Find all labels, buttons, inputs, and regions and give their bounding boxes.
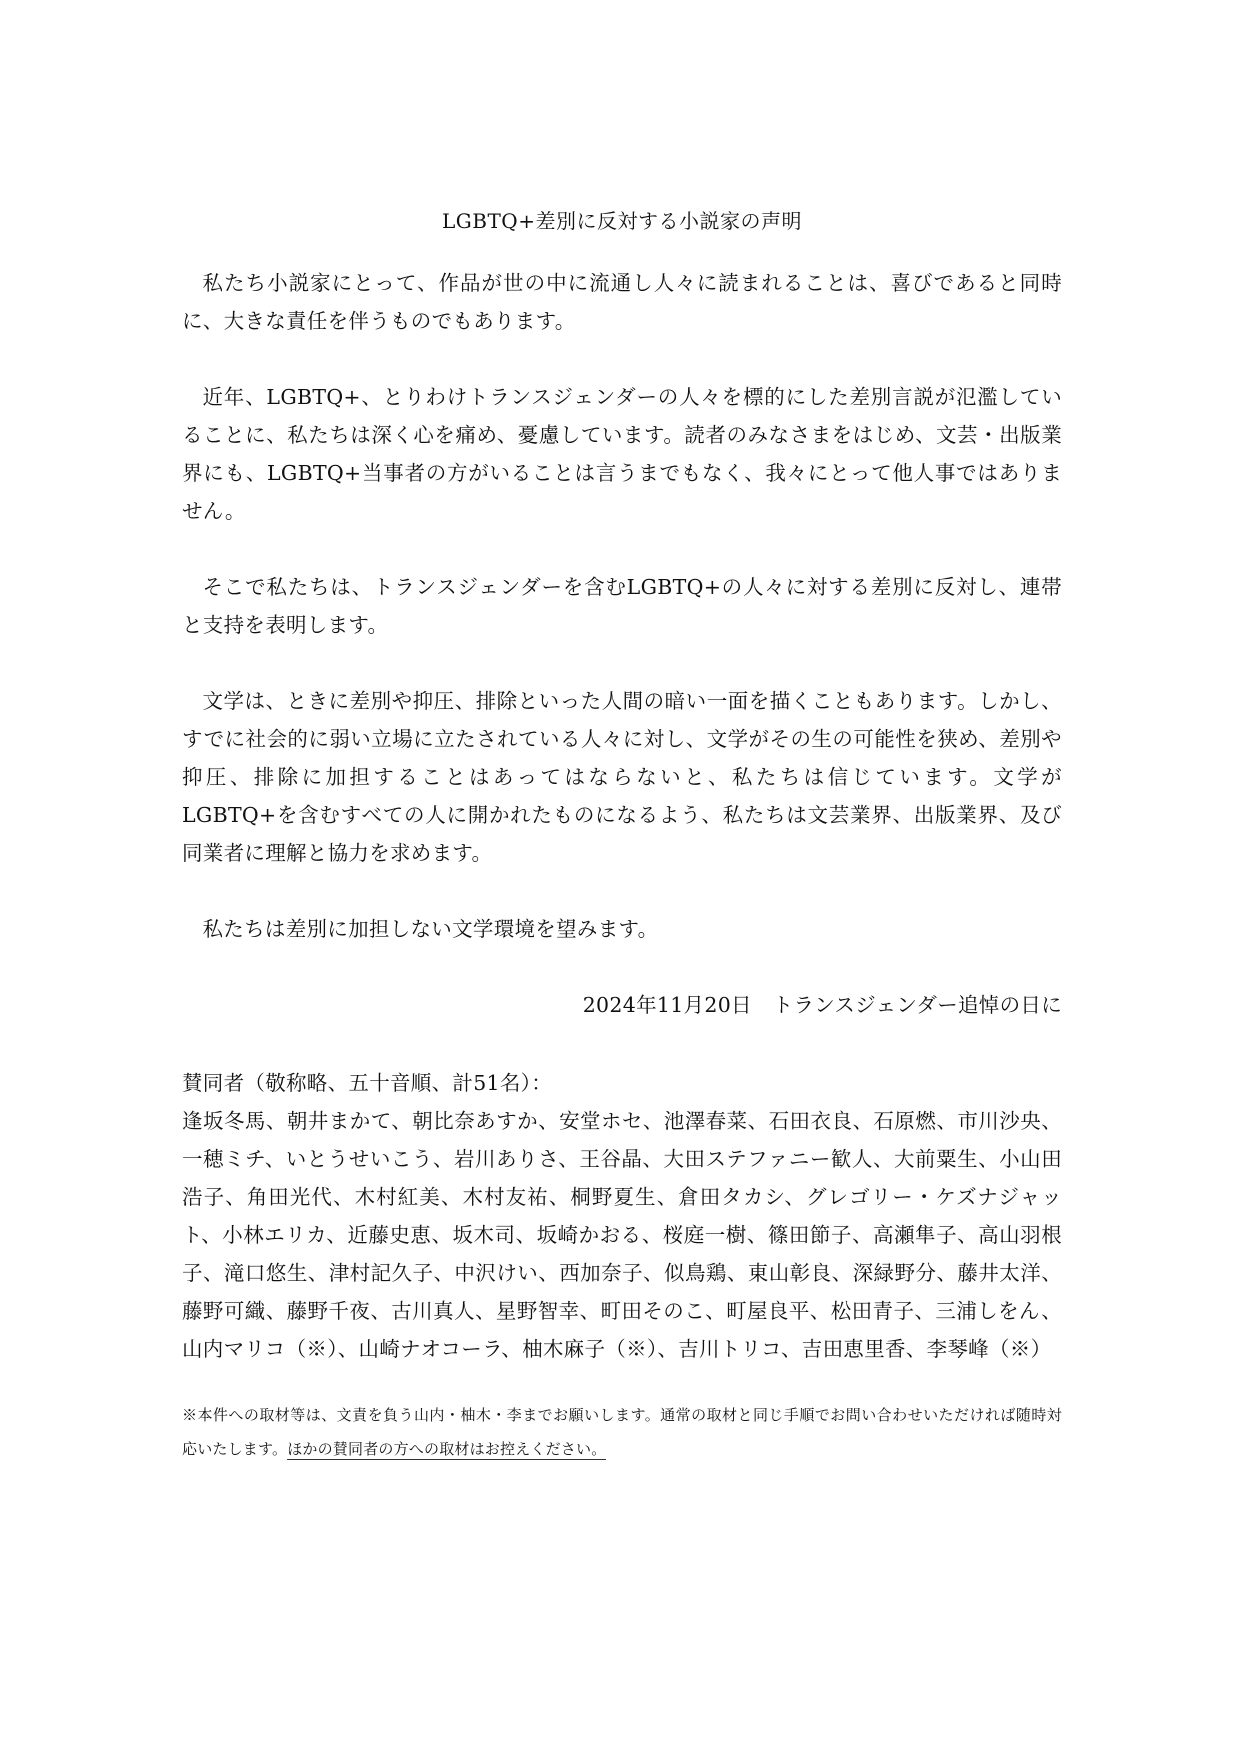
date-line: 2024年11月20日 トランスジェンダー追悼の日に — [582, 993, 1062, 1017]
press-note-text: ※本件への取材等は、文責を負う山内・柚木・李までお願いします。通常の取材と同じ手順でお問い合わせいただければ随時対応いたします。 — [182, 1406, 1062, 1458]
paragraph-solidarity: そこで私たちは、トランスジェンダーを含むLGBTQ+の人々に対する差別に反対し、連帯と支持を表明します。 — [182, 575, 1062, 637]
document-body — [182, 206, 1062, 1466]
paragraph-closing: 私たちは差別に加担しない文学環境を望みます。 — [202, 917, 659, 941]
paragraph-concern: 近年、LGBTQ+、とりわけトランスジェンダーの人々を標的にした差別言説が氾濫していることに、私たちは深く心を痛め、憂慮しています。読者のみなさまをはじめ、文芸・出版業界にも、LGBTQ+当事者の方がいることは言うまでもなく、我々にとって他人事ではありません。 — [182, 385, 1062, 523]
document-title: LGBTQ+差別に反対する小説家の声明 — [442, 209, 802, 233]
supporters-list: 逢坂冬馬、朝井まかて、朝比奈あすか、安堂ホセ、池澤春菜、石田衣良、石原燃、市川沙央、一穂ミチ、いとうせいこう、岩川ありさ、王谷晶、大田ステファニー歓人、大前粟生、小山田浩子、角田光代、木村紅美、木村友祐、桐野夏生、倉田タカシ、グレゴリー・ケズナジャット、小林エリカ、近藤史恵、坂木司、坂崎かおる、桜庭一樹、篠田節子、高瀬隼子、高山羽根子、滝口悠生、津村記久子、中沢けい、西加奈子、似鳥鶏、東山彰良、深緑野分、藤井太洋、藤野可織、藤野千夜、古川真人、星野智幸、町田そのこ、町屋良平、松田青子、三浦しをん、山内マリコ（※）、山崎ナオコーラ、柚木麻子（※）、吉川トリコ、吉田恵里香、李琴峰（※） — [182, 1109, 1062, 1361]
press-note-underlined: ほかの賛同者の方への取材はお控えください。 — [287, 1440, 607, 1458]
paragraph-intro: 私たち小説家にとって、作品が世の中に流通し人々に読まれることは、喜びであると同時に、大きな責任を伴うものでもあります。 — [182, 271, 1062, 333]
supporters-heading: 賛同者（敬称略、五十音順、計51名）： — [182, 1071, 553, 1095]
paragraph-literature: 文学は、ときに差別や抑圧、排除といった人間の暗い一面を描くこともあります。しかし、すでに社会的に弱い立場に立たされている人々に対し、文学がその生の可能性を狭め、差別や抑圧、排除に加担することはあってはならないと、私たちは信じています。文学がLGBTQ+を含むすべての人に開かれたものになるよう、私たちは文芸業界、出版業界、及び同業者に理解と協力を求めます。 — [182, 689, 1062, 865]
press-note — [182, 1398, 1062, 1466]
